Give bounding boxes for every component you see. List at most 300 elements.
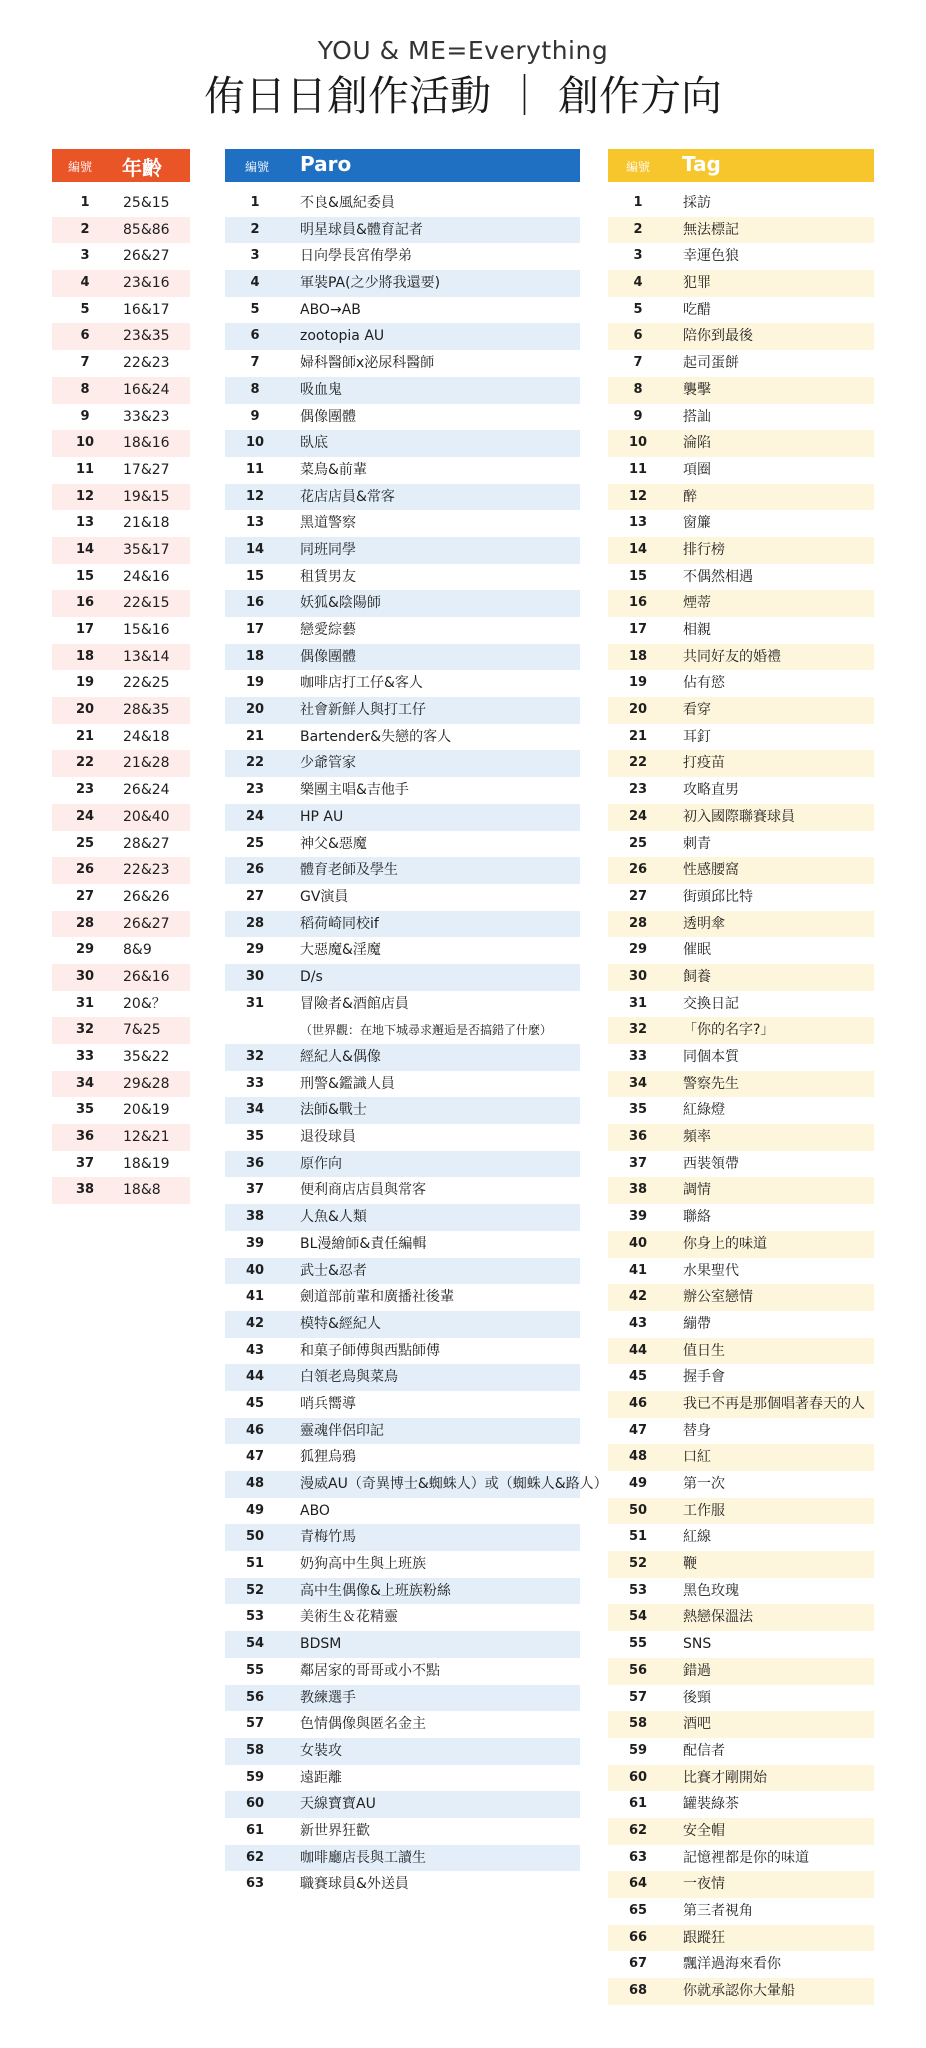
age-row — [52, 323, 190, 350]
age-row-number: 37 — [75, 1155, 95, 1171]
tag-row — [608, 777, 874, 804]
tag-row-text: 打疫苗 — [683, 755, 725, 772]
paro-row-number: 5 — [250, 301, 260, 317]
age-row-number: 13 — [75, 515, 95, 531]
age-row — [52, 270, 190, 297]
paro-row — [225, 911, 580, 938]
age-row — [52, 404, 190, 431]
paro-row — [225, 1658, 580, 1685]
paro-row-text: 黑道警察 — [300, 515, 356, 532]
paro-row — [225, 1524, 580, 1551]
tag-row-number: 25 — [628, 835, 648, 851]
paro-row-text: zootopia AU — [300, 328, 385, 345]
paro-row-text: 和菓子師傅與西點師傅 — [300, 1342, 440, 1359]
tag-row — [608, 724, 874, 751]
paro-row-number: 45 — [245, 1395, 265, 1411]
tag-row — [608, 1631, 874, 1658]
paro-row — [225, 1871, 580, 1898]
tag-row — [608, 1391, 874, 1418]
tag-row-text: 酒吧 — [683, 1716, 711, 1733]
tag-row-text: 幸運色狼 — [683, 248, 739, 265]
tag-row-number: 17 — [628, 622, 648, 637]
age-row-number: 38 — [75, 1182, 95, 1198]
tag-row — [608, 1765, 874, 1792]
tag-row-number: 51 — [628, 1529, 648, 1545]
tag-row — [608, 1818, 874, 1845]
paro-row-text: 菜鳥&前輩 — [300, 461, 367, 478]
age-row-number: 29 — [75, 942, 95, 958]
paro-row — [225, 217, 580, 244]
age-row-text: 17&27 — [123, 461, 170, 478]
tag-row — [608, 297, 874, 324]
age-row-number: 17 — [75, 622, 95, 637]
paro-row-text: 不良&風紀委員 — [300, 195, 395, 211]
tag-row-text: 記憶裡都是你的味道 — [683, 1849, 809, 1866]
paro-row — [225, 484, 580, 511]
paro-row-number: 28 — [245, 915, 265, 931]
paro-row-number: 53 — [245, 1609, 265, 1625]
paro-row-number: 49 — [245, 1502, 265, 1518]
paro-row-number: 12 — [245, 488, 265, 504]
paro-row — [225, 644, 580, 671]
age-row-number: 26 — [75, 862, 95, 878]
age-row-number: 20 — [75, 702, 95, 718]
age-list — [52, 190, 190, 1204]
tag-row-number: 38 — [628, 1182, 648, 1198]
age-row — [52, 1044, 190, 1071]
paro-row — [225, 777, 580, 804]
tag-column-header — [608, 149, 874, 182]
tag-row-text: 佔有慾 — [683, 675, 725, 692]
paro-row-text: 戀愛綜藝 — [300, 622, 356, 638]
tag-row — [608, 991, 874, 1018]
age-row — [52, 1097, 190, 1124]
tag-row-number: 9 — [633, 408, 643, 424]
tag-row-number: 65 — [628, 1903, 648, 1918]
paro-row-text: 咖啡廳店長與工讀生 — [300, 1849, 426, 1866]
tag-row-text: 聯絡 — [683, 1209, 711, 1226]
paro-row — [225, 1498, 580, 1525]
paro-row — [225, 1604, 580, 1631]
tag-row-text: 採訪 — [683, 195, 711, 211]
tag-row — [608, 1177, 874, 1204]
age-row-text: 8&9 — [123, 942, 152, 959]
tag-row — [608, 697, 874, 724]
tag-row-text: 「你的名字?」 — [683, 1022, 775, 1039]
tag-row-number: 12 — [628, 488, 648, 504]
paro-row-number: 55 — [245, 1662, 265, 1678]
paro-row-note: （世界觀：在地下城尋求邂逅是否搞錯了什麼） — [300, 1023, 553, 1038]
paro-row-number: 63 — [245, 1876, 265, 1892]
age-row — [52, 243, 190, 270]
age-row-text: 24&18 — [123, 728, 170, 745]
paro-row — [225, 1578, 580, 1605]
page-title: 侑日日創作活動 ｜ 創作方向 — [203, 72, 723, 120]
paro-row — [225, 1711, 580, 1738]
tag-row — [608, 911, 874, 938]
age-row-text: 18&8 — [123, 1182, 161, 1199]
age-row-text: 20&19 — [123, 1102, 170, 1119]
paro-row-number: 29 — [245, 942, 265, 958]
paro-row-text: 鄰居家的哥哥或小不點 — [300, 1662, 440, 1679]
tag-row-text: 排行榜 — [683, 541, 725, 558]
tag-row — [608, 1978, 874, 2005]
age-row-text: 23&35 — [123, 328, 170, 345]
age-row-number: 22 — [75, 755, 95, 771]
paro-row-number: 52 — [245, 1582, 265, 1598]
paro-row-number: 23 — [245, 782, 265, 798]
paro-row-number: 39 — [245, 1235, 265, 1251]
paro-row-text: 臥底 — [300, 435, 328, 452]
tag-row — [608, 190, 874, 217]
paro-row-number: 32 — [245, 1049, 265, 1064]
age-row-text: 7&25 — [123, 1022, 161, 1039]
tag-row-number: 68 — [628, 1983, 648, 1999]
age-row-text: 35&17 — [123, 541, 170, 558]
tag-row-text: 刺青 — [683, 835, 711, 852]
tag-row-text: 口紅 — [683, 1449, 711, 1466]
tag-row — [608, 1151, 874, 1178]
paro-row — [225, 350, 580, 377]
tag-row-text: 起司蛋餅 — [683, 355, 739, 372]
age-row-number: 8 — [80, 381, 90, 397]
tag-row-text: 攻略直男 — [683, 782, 739, 799]
tag-row — [608, 617, 874, 644]
paro-row-number: 31 — [245, 995, 265, 1011]
paro-row — [225, 323, 580, 350]
tag-row — [608, 1711, 874, 1738]
tag-row-text: 你身上的味道 — [683, 1235, 767, 1252]
age-row-text: 28&35 — [123, 702, 170, 719]
paro-row — [225, 297, 580, 324]
age-row-text: 16&24 — [123, 381, 170, 398]
tag-row-text: 看穿 — [683, 702, 711, 719]
paro-row — [225, 1338, 580, 1365]
tag-row-text: 飼養 — [683, 968, 711, 985]
tag-row — [608, 1338, 874, 1365]
tag-row-number: 39 — [628, 1209, 648, 1225]
paro-row-number: 34 — [245, 1102, 265, 1118]
tag-row-number: 32 — [628, 1022, 648, 1038]
age-row — [52, 190, 190, 217]
tag-row-number: 14 — [628, 541, 648, 557]
tag-row — [608, 1258, 874, 1285]
tag-row-text: 項圈 — [683, 461, 711, 478]
tag-row-text: 街頭邱比特 — [683, 888, 753, 905]
paro-row — [225, 404, 580, 431]
age-row-number: 9 — [80, 408, 90, 424]
paro-row-number: 15 — [245, 568, 265, 584]
paro-row — [225, 1284, 580, 1311]
tag-row — [608, 1284, 874, 1311]
paro-row-number: 59 — [245, 1769, 265, 1785]
tag-row-text: 交換日記 — [683, 995, 739, 1012]
paro-row-number: 3 — [250, 248, 260, 264]
paro-row — [225, 991, 580, 1018]
tag-row-text: 透明傘 — [683, 915, 725, 932]
age-row — [52, 831, 190, 858]
paro-row — [225, 1124, 580, 1151]
tag-row-number: 64 — [628, 1876, 648, 1892]
tag-row — [608, 644, 874, 671]
paro-row-text: 漫威AU（奇異博士&蜘蛛人）或（蜘蛛人&路人） — [300, 1476, 608, 1492]
age-row-number: 30 — [75, 968, 95, 984]
paro-row-text: 日向學長宮侑學弟 — [300, 248, 412, 265]
age-row — [52, 1017, 190, 1044]
paro-row-text: 新世界狂歡 — [300, 1822, 370, 1839]
age-row-number: 5 — [80, 301, 90, 317]
age-row-text: 26&27 — [123, 248, 170, 265]
tag-row-number: 43 — [628, 1315, 648, 1331]
tag-row-text: 調情 — [683, 1182, 711, 1199]
paro-row — [225, 1097, 580, 1124]
paro-row — [225, 1177, 580, 1204]
tag-row — [608, 670, 874, 697]
tag-row-number: 45 — [628, 1369, 648, 1385]
age-row-text: 15&16 — [123, 622, 170, 638]
tag-row-text: 陪你到最後 — [683, 328, 753, 345]
paro-row-number: 8 — [250, 381, 260, 397]
tag-row-number: 30 — [628, 968, 648, 984]
tag-row-text: 性感腰窩 — [683, 862, 739, 879]
tag-row-number: 1 — [633, 195, 643, 210]
tag-row-number: 31 — [628, 995, 648, 1011]
paro-row-text: 冒險者&酒館店員 — [300, 995, 409, 1012]
age-row — [52, 750, 190, 777]
tag-row-text: 相親 — [683, 622, 711, 638]
age-row-text: 13&14 — [123, 648, 170, 665]
paro-row — [225, 1364, 580, 1391]
tag-row-number: 3 — [633, 248, 643, 264]
age-row-number: 36 — [75, 1129, 95, 1145]
age-row-text: 22&23 — [123, 355, 170, 372]
age-row — [52, 377, 190, 404]
age-row — [52, 697, 190, 724]
paro-row — [225, 564, 580, 591]
age-row-text: 19&15 — [123, 488, 170, 505]
tag-row — [608, 217, 874, 244]
paro-row — [225, 1845, 580, 1872]
paro-row-number: 61 — [245, 1822, 265, 1838]
tag-row-number: 36 — [628, 1129, 648, 1145]
paro-row — [225, 1151, 580, 1178]
paro-row — [225, 1685, 580, 1712]
paro-row-number: 50 — [245, 1529, 265, 1545]
age-row-number: 21 — [75, 728, 95, 744]
paro-row-text: 社會新鮮人與打工仔 — [300, 702, 426, 719]
tag-row-text: 安全帽 — [683, 1822, 725, 1839]
paro-row — [225, 590, 580, 617]
paro-row-text: 靈魂伴侶印記 — [300, 1422, 384, 1439]
paro-column — [225, 149, 608, 1898]
tag-row-text: 配信者 — [683, 1742, 725, 1759]
age-row-number: 6 — [80, 328, 90, 344]
paro-row-number: 54 — [245, 1636, 265, 1652]
tag-row — [608, 1231, 874, 1258]
paro-row — [225, 857, 580, 884]
paro-row-text: 美術生＆花精靈 — [300, 1609, 398, 1626]
tag-row-text: 吃醋 — [683, 301, 711, 318]
age-row — [52, 484, 190, 511]
paro-row-text: 天線寶寶AU — [300, 1796, 376, 1813]
paro-row — [225, 1818, 580, 1845]
tag-row-text: 你就承認你大暈船 — [683, 1983, 795, 2000]
tag-row-number: 22 — [628, 755, 648, 771]
page-subtitle: YOU & ME=Everything — [317, 36, 609, 65]
age-row — [52, 857, 190, 884]
paro-row-number: 41 — [245, 1289, 265, 1305]
tag-row-text: 後頸 — [683, 1689, 711, 1706]
tag-row — [608, 750, 874, 777]
tag-column-title: Tag — [682, 152, 721, 176]
paro-row-text: ABO — [300, 1502, 330, 1519]
tag-row-number: 62 — [628, 1822, 648, 1838]
age-column-header — [52, 149, 190, 182]
paro-row-number: 62 — [245, 1849, 265, 1865]
paro-row-number: 60 — [245, 1796, 265, 1812]
paro-row-number: 21 — [245, 728, 265, 744]
paro-row-text: 租賃男友 — [300, 568, 356, 585]
tag-row-number: 47 — [628, 1422, 648, 1438]
age-row — [52, 510, 190, 537]
tag-row — [608, 1044, 874, 1071]
tag-row-number: 63 — [628, 1849, 648, 1865]
tag-row-number: 4 — [633, 275, 643, 291]
tag-row-text: 我已不再是那個唱著春天的人 — [683, 1395, 865, 1412]
tag-row — [608, 1311, 874, 1338]
tag-index-label: 編號 — [626, 160, 651, 174]
tag-row — [608, 804, 874, 831]
age-row — [52, 1177, 190, 1204]
paro-row — [225, 270, 580, 297]
age-row-number: 24 — [75, 808, 95, 824]
paro-row-number: 11 — [245, 461, 265, 477]
tag-row — [608, 1604, 874, 1631]
paro-row — [225, 537, 580, 564]
paro-row-number: 51 — [245, 1556, 265, 1572]
age-row — [52, 590, 190, 617]
tag-row-number: 56 — [628, 1662, 648, 1678]
tag-row-text: 值日生 — [683, 1342, 725, 1359]
paro-row-number: 56 — [245, 1689, 265, 1705]
tag-row-text: 錯過 — [683, 1662, 711, 1679]
tag-row — [608, 1738, 874, 1765]
paro-row-text: 便利商店店員與常客 — [300, 1182, 426, 1199]
tag-row — [608, 1658, 874, 1685]
paro-row-text: 狐狸烏鴉 — [300, 1449, 356, 1466]
paro-row-number: 24 — [245, 808, 265, 824]
tag-row-text: 工作服 — [683, 1502, 725, 1519]
age-row — [52, 911, 190, 938]
paro-row — [225, 750, 580, 777]
tag-row-number: 28 — [628, 915, 648, 931]
age-row-text: 20&40 — [123, 808, 170, 825]
paro-row-text: 花店店員&常客 — [300, 488, 395, 505]
paro-row-text: 偶像團體 — [300, 408, 356, 425]
tag-row-number: 54 — [628, 1609, 648, 1625]
paro-row — [225, 190, 580, 217]
tag-row-number: 7 — [633, 355, 643, 371]
age-row-text: 18&16 — [123, 435, 170, 452]
paro-row-text: 模特&經紀人 — [300, 1315, 381, 1332]
tag-row-number: 21 — [628, 728, 648, 744]
tag-row — [608, 1418, 874, 1445]
tag-row — [608, 404, 874, 431]
tag-row-number: 40 — [628, 1235, 648, 1251]
paro-row-text: 人魚&人類 — [300, 1209, 367, 1226]
tag-row — [608, 1097, 874, 1124]
paro-row-number: 18 — [245, 648, 265, 664]
paro-row-text: 刑警&鑑識人員 — [300, 1075, 395, 1092]
age-row-text: 21&18 — [123, 515, 170, 532]
tag-row — [608, 1925, 874, 1952]
tag-row-text: 淪陷 — [683, 435, 711, 452]
age-row — [52, 884, 190, 911]
paro-row-number: 35 — [245, 1129, 265, 1145]
tag-row-number: 50 — [628, 1502, 648, 1518]
paro-column-header — [225, 149, 580, 182]
tag-row-text: 紅綠燈 — [683, 1102, 725, 1119]
tag-row-text: 鞭 — [683, 1556, 697, 1573]
paro-row-text: HP AU — [300, 808, 344, 825]
paro-row-text: BL漫繪師&責任編輯 — [300, 1235, 427, 1252]
paro-column-title: Paro — [300, 152, 352, 176]
paro-row-text: 樂團主唱&吉他手 — [300, 782, 409, 799]
age-row — [52, 644, 190, 671]
paro-row — [225, 1391, 580, 1418]
age-row-text: 22&25 — [123, 675, 170, 692]
tag-row-text: 握手會 — [683, 1369, 725, 1386]
paro-row-text: 法師&戰士 — [300, 1102, 367, 1119]
tag-row-text: 犯罪 — [683, 275, 711, 292]
tag-row — [608, 430, 874, 457]
tag-row — [608, 323, 874, 350]
tag-row-text: 比賽才剛開始 — [683, 1769, 767, 1786]
paro-row-number: 27 — [245, 888, 265, 904]
paro-row-text: 退役球員 — [300, 1129, 356, 1146]
paro-row-text: 白領老鳥與菜鳥 — [300, 1369, 398, 1386]
paro-row-number: 17 — [245, 622, 265, 637]
tag-row-number: 16 — [628, 595, 648, 611]
paro-row — [225, 670, 580, 697]
tag-row-number: 48 — [628, 1449, 648, 1465]
tag-row-text: 跟蹤狂 — [683, 1929, 725, 1946]
paro-row-number: 20 — [245, 702, 265, 718]
age-row — [52, 457, 190, 484]
paro-row-text: BDSM — [300, 1636, 342, 1653]
tag-row-text: 警察先生 — [683, 1075, 739, 1092]
tag-row-number: 67 — [628, 1956, 648, 1972]
tag-row-number: 55 — [628, 1636, 648, 1652]
age-row-text: 85&86 — [123, 221, 170, 238]
paro-row-text: 咖啡店打工仔&客人 — [300, 675, 423, 692]
paro-row — [225, 804, 580, 831]
age-row-number: 18 — [75, 648, 95, 664]
age-row — [52, 937, 190, 964]
paro-row-text: ABO→AB — [300, 301, 361, 318]
tag-row-text: 替身 — [683, 1422, 711, 1439]
paro-row — [225, 1017, 580, 1044]
tag-row-text: 熱戀保溫法 — [683, 1609, 753, 1626]
paro-row-number: 1 — [250, 195, 260, 210]
age-row-text: 22&15 — [123, 595, 170, 612]
tag-row-text: 初入國際聯賽球員 — [683, 808, 795, 825]
tag-row-number: 13 — [628, 515, 648, 531]
tag-row — [608, 1791, 874, 1818]
age-row — [52, 991, 190, 1018]
tag-row-number: 24 — [628, 808, 648, 824]
age-row — [52, 564, 190, 591]
